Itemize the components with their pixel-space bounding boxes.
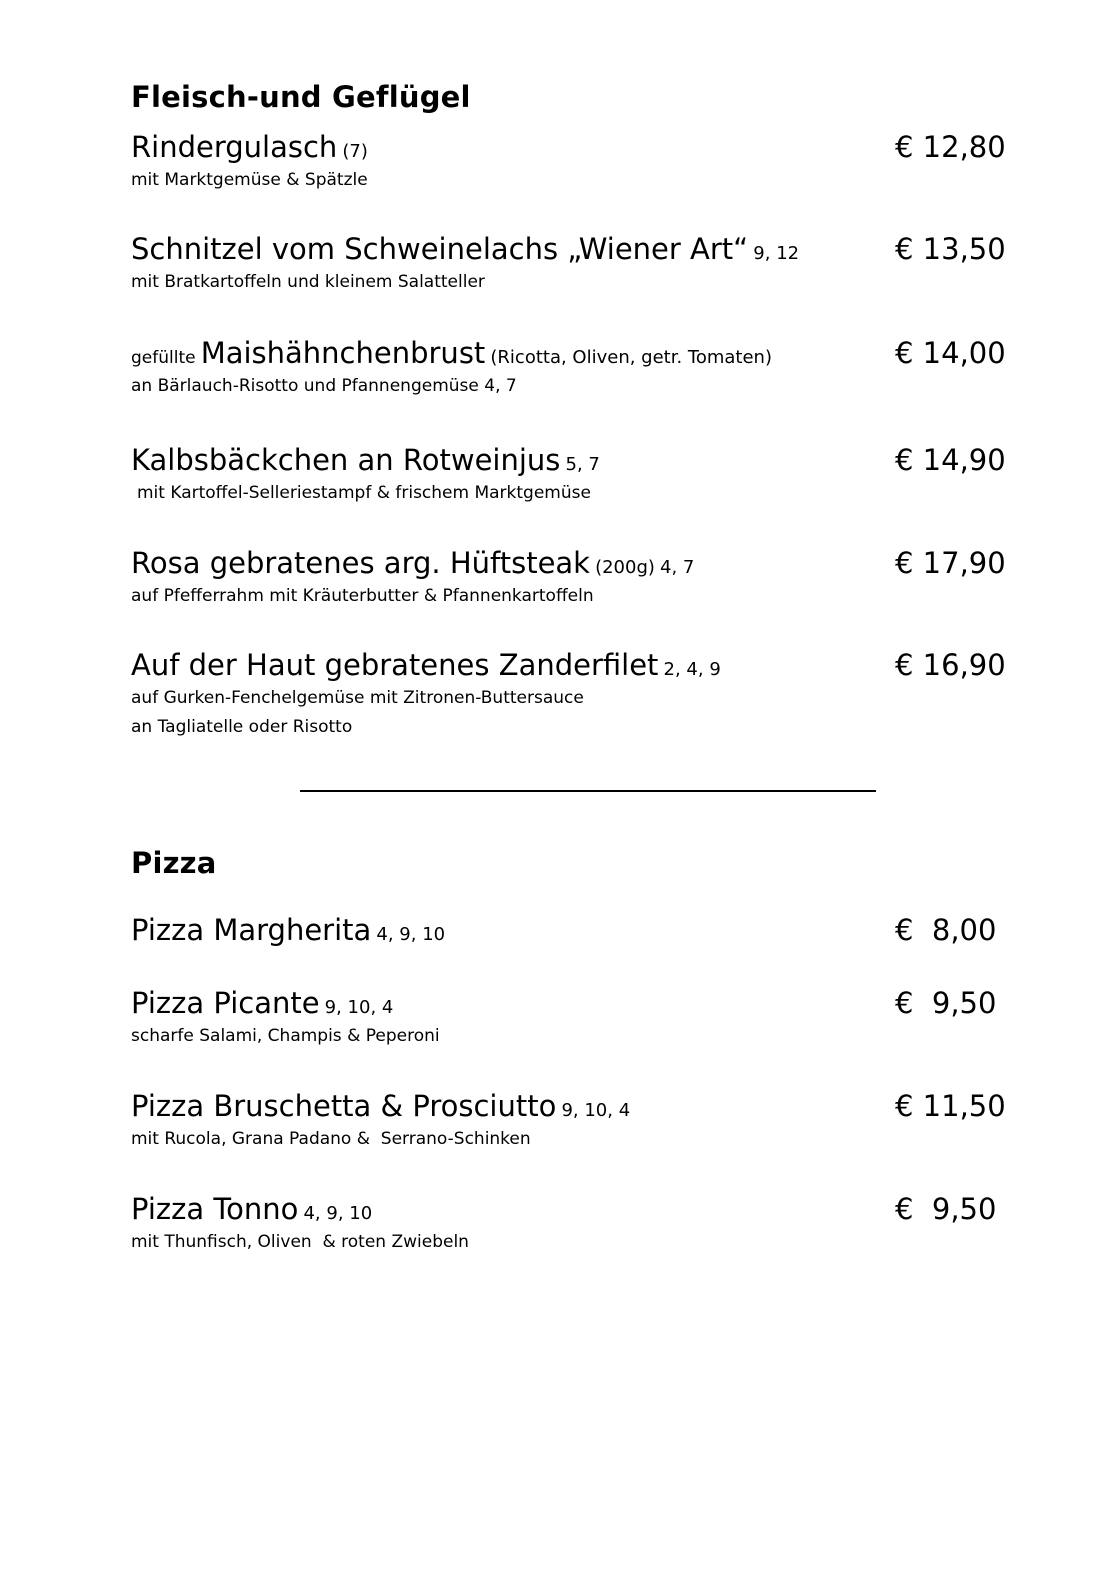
menu-item-hueftsteak: [131, 546, 1011, 611]
section-title-meat: Fleisch-und Geflügel: [131, 80, 471, 114]
item-description: auf Pfefferrahm mit Kräuterbutter & Pfannenkartoffeln: [131, 586, 594, 606]
item-name: Schnitzel vom Schweinelachs „Wiener Art“: [131, 232, 749, 266]
item-name: Kalbsbäckchen an Rotweinjus: [131, 443, 561, 477]
item-price: € 16,90: [895, 648, 1006, 682]
item-price: € 11,50: [895, 1089, 1006, 1123]
item-price: € 17,90: [895, 546, 1006, 580]
menu-item-rindergulasch: [131, 130, 1011, 195]
item-description: mit Rucola, Grana Padano & Serrano-Schinken: [131, 1129, 531, 1149]
item-name: Pizza Bruschetta & Prosciutto: [131, 1089, 557, 1123]
item-name: Rindergulasch: [131, 130, 338, 164]
menu-item-pizza-margherita: [131, 913, 1011, 949]
item-allergens: 9, 10, 4: [324, 997, 394, 1018]
item-price: € 14,00: [895, 336, 1006, 370]
menu-item-schnitzel: [131, 232, 1011, 297]
item-note: (Ricotta, Oliven, getr. Tomaten): [490, 347, 772, 368]
item-price: € 13,50: [895, 232, 1006, 266]
item-allergens: 4, 9, 10: [303, 1203, 373, 1224]
item-description: an Bärlauch-Risotto und Pfannengemüse 4, 7: [131, 376, 517, 396]
item-name: Pizza Tonno: [131, 1192, 299, 1226]
item-allergens: 2, 4, 9: [663, 659, 721, 680]
menu-item-pizza-tonno: [131, 1192, 1011, 1257]
item-name: Pizza Margherita: [131, 913, 372, 947]
item-note: (7): [342, 141, 368, 162]
item-allergens: 9, 12: [753, 243, 800, 264]
item-description: auf Gurken-Fenchelgemüse mit Zitronen-Buttersauce: [131, 688, 584, 708]
item-description: mit Kartoffel-Selleriestampf & frischem Marktgemüse: [137, 483, 591, 503]
section-divider: [300, 790, 876, 792]
section-title-pizza: Pizza: [131, 846, 217, 880]
item-allergens: 9, 10, 4: [561, 1100, 631, 1121]
menu-item-pizza-picante: [131, 986, 1011, 1051]
item-description: scharfe Salami, Champis & Peperoni: [131, 1026, 440, 1046]
item-note: (200g): [595, 557, 655, 578]
item-price: € 14,90: [895, 443, 1006, 477]
item-name: Rosa gebratenes arg. Hüftsteak: [131, 546, 590, 580]
item-name: Auf der Haut gebratenes Zanderfilet: [131, 648, 659, 682]
item-description: an Tagliatelle oder Risotto: [131, 717, 353, 737]
item-allergens: 4, 9, 10: [376, 924, 446, 945]
item-name-prefix: gefüllte: [131, 348, 196, 368]
item-price: € 12,80: [895, 130, 1006, 164]
menu-item-kalbsbaeckchen: [131, 443, 1011, 508]
item-description: mit Marktgemüse & Spätzle: [131, 170, 368, 190]
item-description: mit Bratkartoffeln und kleinem Salatteller: [131, 272, 485, 292]
menu-item-maishaehnchenbrust: [131, 336, 1011, 401]
item-price: € 8,00: [895, 913, 997, 947]
item-allergens: 4, 7: [660, 557, 695, 578]
item-name: Maishähnchenbrust: [200, 336, 486, 370]
item-price: € 9,50: [895, 1192, 997, 1226]
item-allergens: 5, 7: [565, 454, 600, 475]
item-price: € 9,50: [895, 986, 997, 1020]
item-name: Pizza Picante: [131, 986, 320, 1020]
menu-item-pizza-bruschetta: [131, 1089, 1011, 1154]
menu-item-zanderfilet: [131, 648, 1011, 742]
item-description: mit Thunfisch, Oliven & roten Zwiebeln: [131, 1232, 469, 1252]
